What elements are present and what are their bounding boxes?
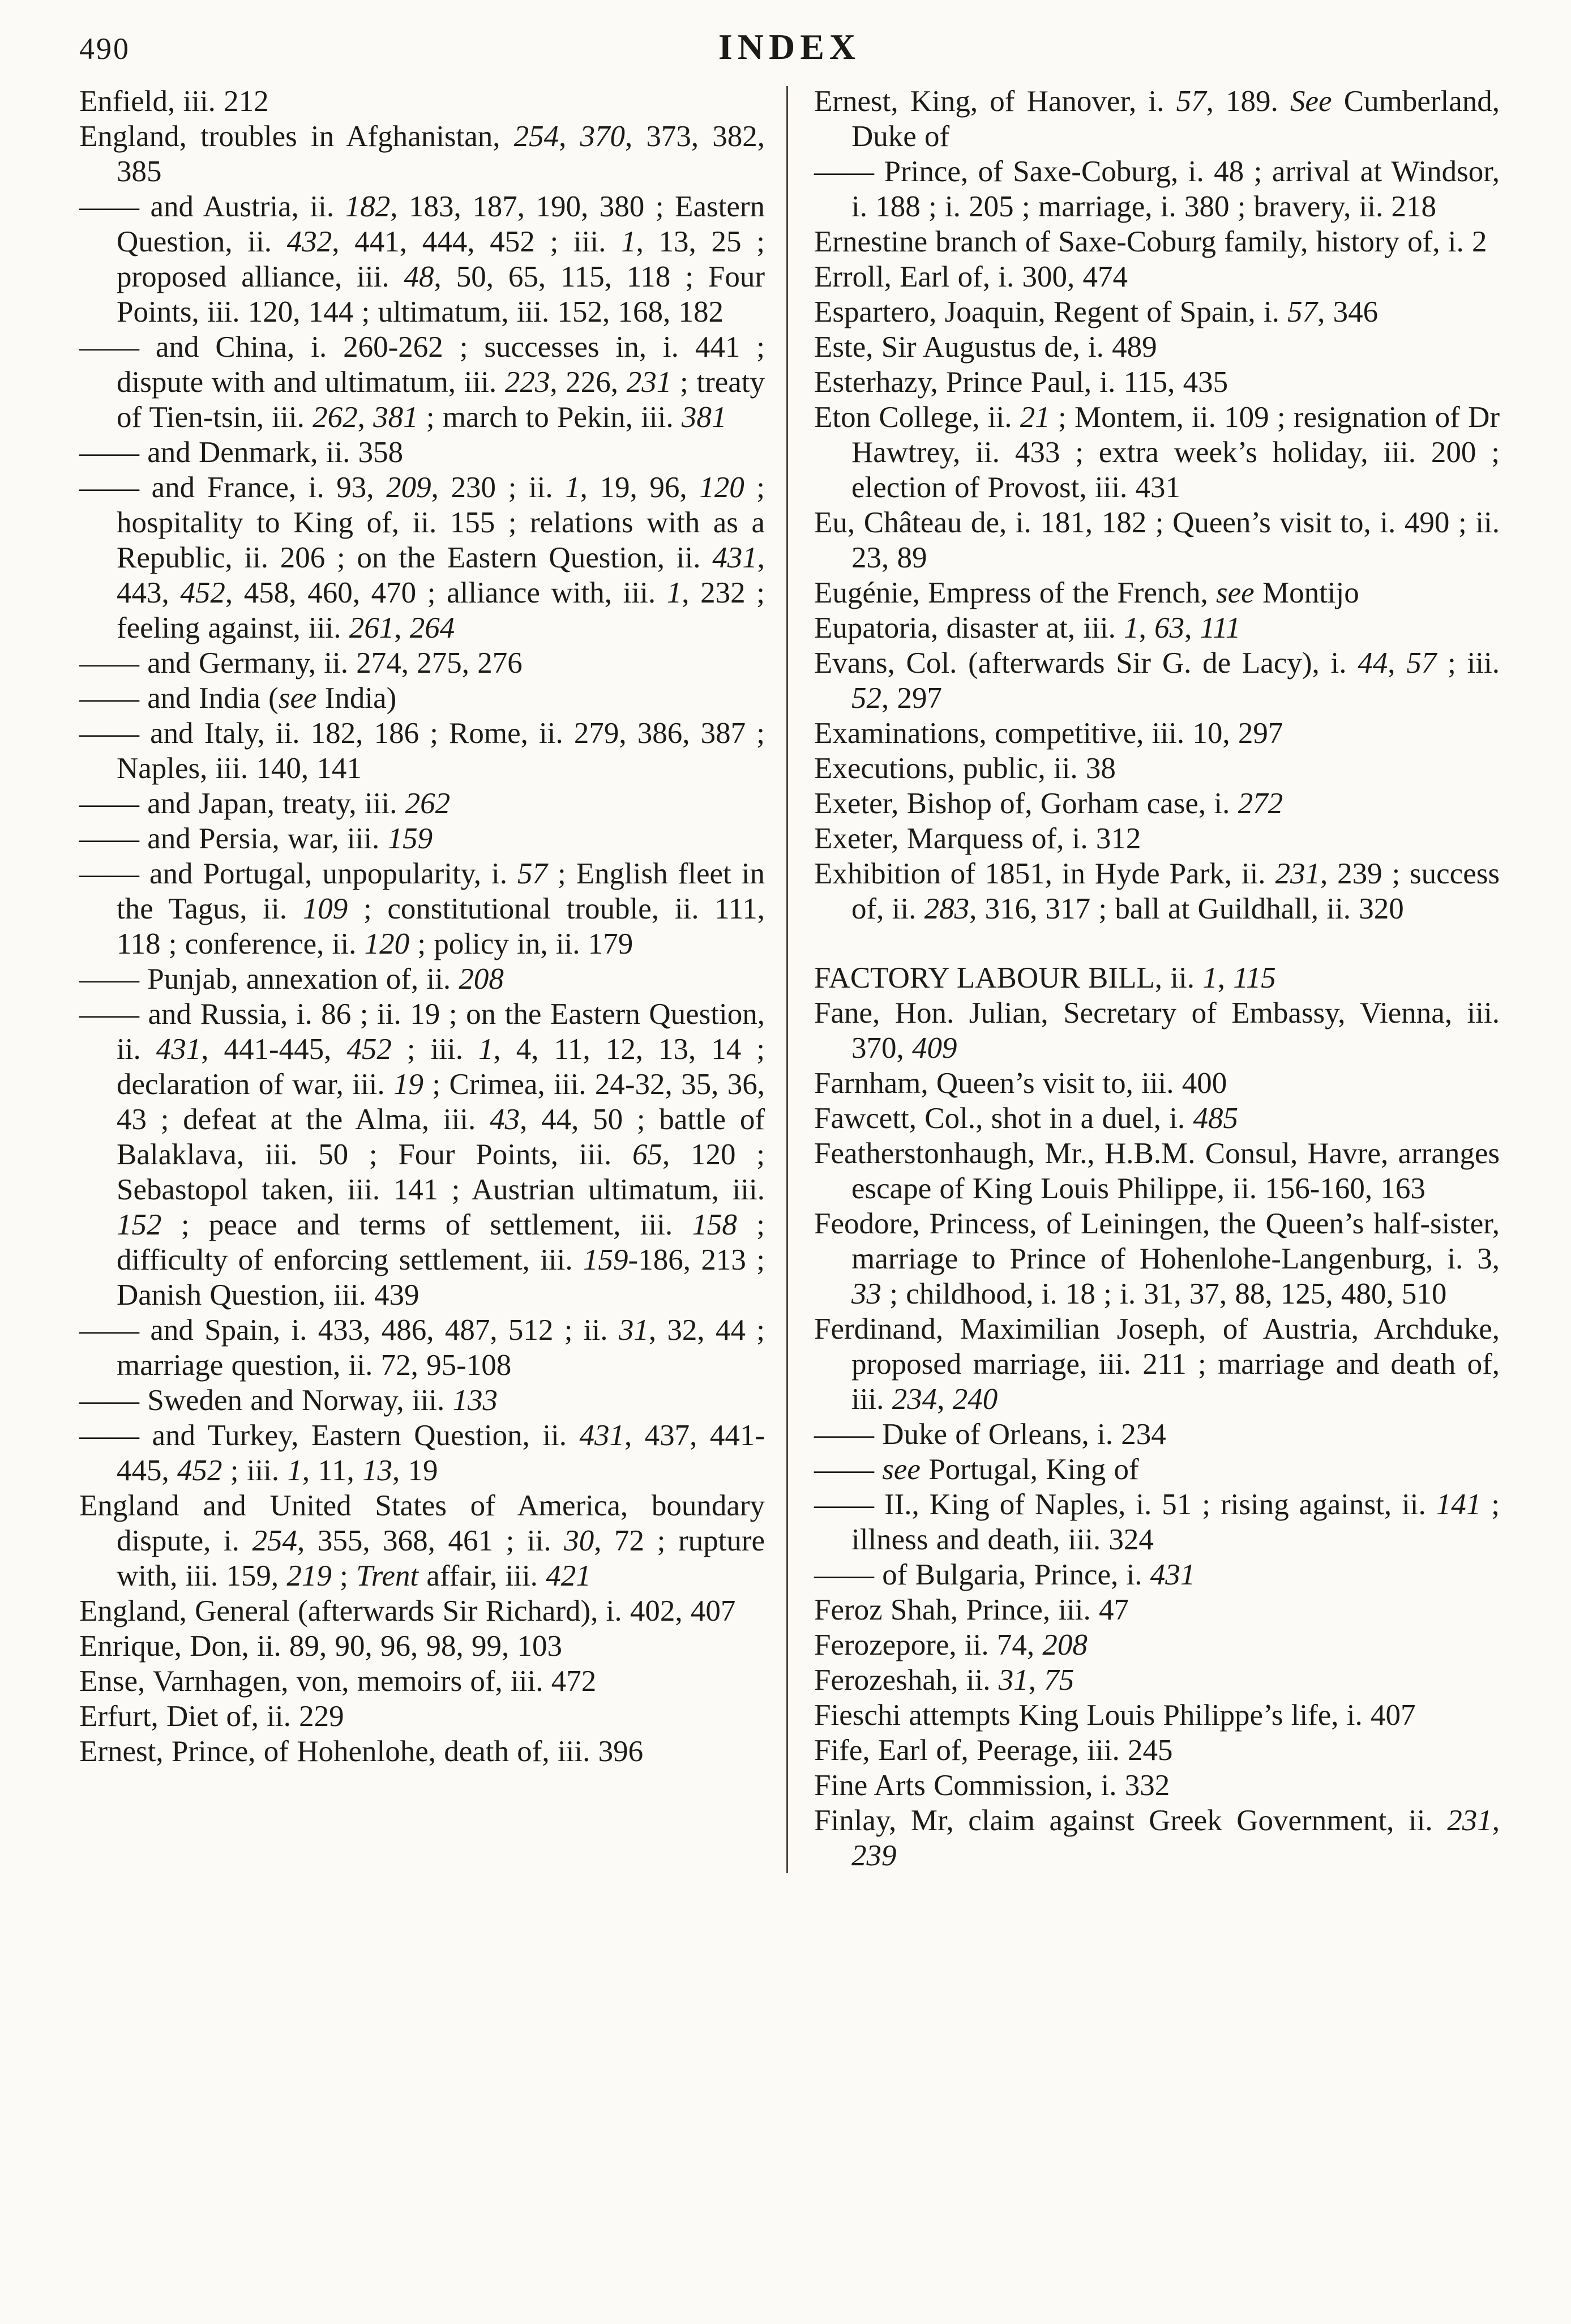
index-entry: Enfield, iii. 212 [79, 85, 269, 118]
index-entry: Feodore, Princess, of Leiningen, the Queen’s half-sister, marriage to Prince of Hohenlohe-Langenburg, i. 3, 33 ; childhood, i. 18 ; i. 31, 37, 88, 125, 480, 510 [814, 1207, 1500, 1310]
index-entry: —— II., King of Naples, i. 51 ; rising against, ii. 141 ; illness and death, iii. 324 [814, 1488, 1500, 1556]
index-entry: Exeter, Bishop of, Gorham case, i. 272 [814, 787, 1283, 820]
index-entry: Fife, Earl of, Peerage, iii. 245 [814, 1734, 1173, 1767]
index-entry: Espartero, Joaquin, Regent of Spain, i. 57, 346 [814, 296, 1379, 328]
index-entry: —— and Italy, ii. 182, 186 ; Rome, ii. 279, 386, 387 ; Naples, iii. 140, 141 [79, 717, 765, 785]
index-entry: —— and Germany, ii. 274, 275, 276 [79, 647, 523, 680]
index-entry: —— of Bulgaria, Prince, i. 431 [814, 1558, 1196, 1591]
index-entry: —— Punjab, annexation of, ii. 208 [79, 963, 504, 996]
index-entry: Evans, Col. (afterwards Sir G. de Lacy), i. 44, 57 ; iii. 52, 297 [814, 647, 1500, 715]
index-entry: Feroz Shah, Prince, iii. 47 [814, 1594, 1129, 1626]
index-entry: —— and France, i. 93, 209, 230 ; ii. 1, 19, 96, 120 ; hospitality to King of, ii. 155 ; relations with as a Republic, ii. 206 ; on the Eastern Question, ii. 431, 443, 452, 458, 460, 470 ; alliance with, iii. 1, 232 ; feeling against, iii. 261, 264 [79, 471, 765, 644]
index-column-right [814, 84, 1500, 1873]
index-entry: Ernestine branch of Saxe-Coburg family, history of, i. 2 [814, 225, 1487, 258]
index-entry: Fane, Hon. Julian, Secretary of Embassy, Vienna, iii. 370, 409 [814, 997, 1500, 1065]
index-entry: Eupatoria, disaster at, iii. 1, 63, 111 [814, 612, 1241, 644]
index-entry: Eu, Château de, i. 181, 182 ; Queen’s visit to, i. 490 ; ii. 23, 89 [814, 506, 1500, 574]
index-entry: —— and Turkey, Eastern Question, ii. 431, 437, 441-445, 452 ; iii. 1, 11, 13, 19 [79, 1419, 765, 1487]
index-entry: Ense, Varnhagen, von, memoirs of, iii. 472 [79, 1665, 597, 1698]
index-entry: Finlay, Mr, claim against Greek Government, ii. 231, 239 [814, 1804, 1500, 1872]
index-entry: —— Sweden and Norway, iii. 133 [79, 1384, 498, 1417]
index-entry: Fawcett, Col., shot in a duel, i. 485 [814, 1102, 1238, 1135]
page-number: 490 [79, 32, 130, 66]
page-title: INDEX [718, 27, 861, 67]
index-entry: —— and Japan, treaty, iii. 262 [79, 787, 451, 820]
index-entry: —— and Spain, i. 433, 486, 487, 512 ; ii. 31, 32, 44 ; marriage question, ii. 72, 95-108 [79, 1314, 765, 1382]
index-entry: Esterhazy, Prince Paul, i. 115, 435 [814, 366, 1228, 399]
index-entry: —— and Persia, war, iii. 159 [79, 822, 433, 855]
index-entry: Ferdinand, Maximilian Joseph, of Austria, Archduke, proposed marriage, iii. 211 ; marriage and death of, iii. 234, 240 [814, 1313, 1500, 1416]
index-columns [79, 84, 1500, 1873]
index-entry: —— and China, i. 260-262 ; successes in, i. 441 ; dispute with and ultimatum, iii. 223, 226, 231 ; treaty of Tien-tsin, iii. 262, 381 ; march to Pekin, iii. 381 [79, 331, 765, 434]
index-entry: Executions, public, ii. 38 [814, 752, 1116, 785]
index-entry: —— and Portugal, unpopularity, i. 57 ; English fleet in the Tagus, ii. 109 ; constitutional trouble, ii. 111, 118 ; conference, ii. 120 ; policy in, ii. 179 [79, 857, 765, 960]
index-entry: —— and Austria, ii. 182, 183, 187, 190, 380 ; Eastern Question, ii. 432, 441, 444, 452 ; iii. 1, 13, 25 ; proposed alliance, iii. 48, 50, 65, 115, 118 ; Four Points, iii. 120, 144 ; ultimatum, iii. 152, 168, 182 [79, 190, 765, 328]
index-entry: Ernest, King, of Hanover, i. 57, 189. See Cumberland, Duke of [814, 85, 1500, 153]
index-entry: England and United States of America, boundary dispute, i. 254, 355, 368, 461 ; ii. 30, 72 ; rupture with, iii. 159, 219 ; Trent affair, iii. 421 [79, 1489, 765, 1592]
index-entry: Eton College, ii. 21 ; Montem, ii. 109 ; resignation of Dr Hawtrey, ii. 433 ; extra week’s holiday, iii. 200 ; election of Provost, iii. 431 [814, 401, 1500, 504]
index-entry: Fine Arts Commission, i. 332 [814, 1769, 1170, 1802]
index-entry: Fieschi attempts King Louis Philippe’s life, i. 407 [814, 1699, 1416, 1732]
index-entry: Featherstonhaugh, Mr., H.B.M. Consul, Havre, arranges escape of King Louis Philippe, ii. 156-160, 163 [814, 1137, 1500, 1205]
index-entry: Este, Sir Augustus de, i. 489 [814, 331, 1157, 364]
index-entry: —— Prince, of Saxe-Coburg, i. 48 ; arrival at Windsor, i. 188 ; i. 205 ; marriage, i. 380 ; bravery, ii. 218 [814, 155, 1500, 223]
index-entry: —— and Russia, i. 86 ; ii. 19 ; on the Eastern Question, ii. 431, 441-445, 452 ; iii. 1, 4, 11, 12, 13, 14 ; declaration of war, iii. 19 ; Crimea, iii. 24-32, 35, 36, 43 ; defeat at the Alma, iii. 43, 44, 50 ; battle of Balaklava, iii. 50 ; Four Points, iii. 65, 120 ; Sebastopol taken, iii. 141 ; Austrian ultimatum, iii. 152 ; peace and terms of settlement, iii. 158 ; difficulty of enforcing settlement, iii. 159-186, 213 ; Danish Question, iii. 439 [79, 998, 765, 1311]
index-entry: Ernest, Prince, of Hohenlohe, death of, iii. 396 [79, 1735, 644, 1768]
index-entry: Exeter, Marquess of, i. 312 [814, 822, 1141, 855]
index-entry: Farnham, Queen’s visit to, iii. 400 [814, 1067, 1227, 1100]
section-gap [814, 926, 1500, 960]
index-entry: Erfurt, Diet of, ii. 229 [79, 1700, 344, 1733]
index-entry: —— and India (see India) [79, 682, 397, 715]
index-entry: Eugénie, Empress of the French, see Montijo [814, 576, 1359, 609]
column-divider-rule [786, 86, 788, 1873]
index-entry: Ferozeshah, ii. 31, 75 [814, 1664, 1075, 1697]
index-entry: Enrique, Don, ii. 89, 90, 96, 98, 99, 103 [79, 1630, 562, 1663]
index-entry: —— Duke of Orleans, i. 234 [814, 1418, 1166, 1451]
index-entry: Examinations, competitive, iii. 10, 297 [814, 717, 1283, 750]
index-entry: Exhibition of 1851, in Hyde Park, ii. 231, 239 ; success of, ii. 283, 316, 317 ; ball at Guildhall, ii. 320 [814, 857, 1500, 925]
index-entry: —— and Denmark, ii. 358 [79, 436, 404, 469]
index-entry: England, General (afterwards Sir Richard), i. 402, 407 [79, 1595, 736, 1627]
index-entry: —— see Portugal, King of [814, 1453, 1139, 1486]
index-entry: England, troubles in Afghanistan, 254, 370, 373, 382, 385 [79, 120, 765, 188]
index-column-left [79, 84, 765, 1873]
index-entry: FACTORY LABOUR BILL, ii. 1, 115 [814, 962, 1276, 994]
index-entry: Erroll, Earl of, i. 300, 474 [814, 260, 1128, 293]
page-header [79, 26, 1500, 68]
index-entry: Ferozepore, ii. 74, 208 [814, 1629, 1088, 1661]
